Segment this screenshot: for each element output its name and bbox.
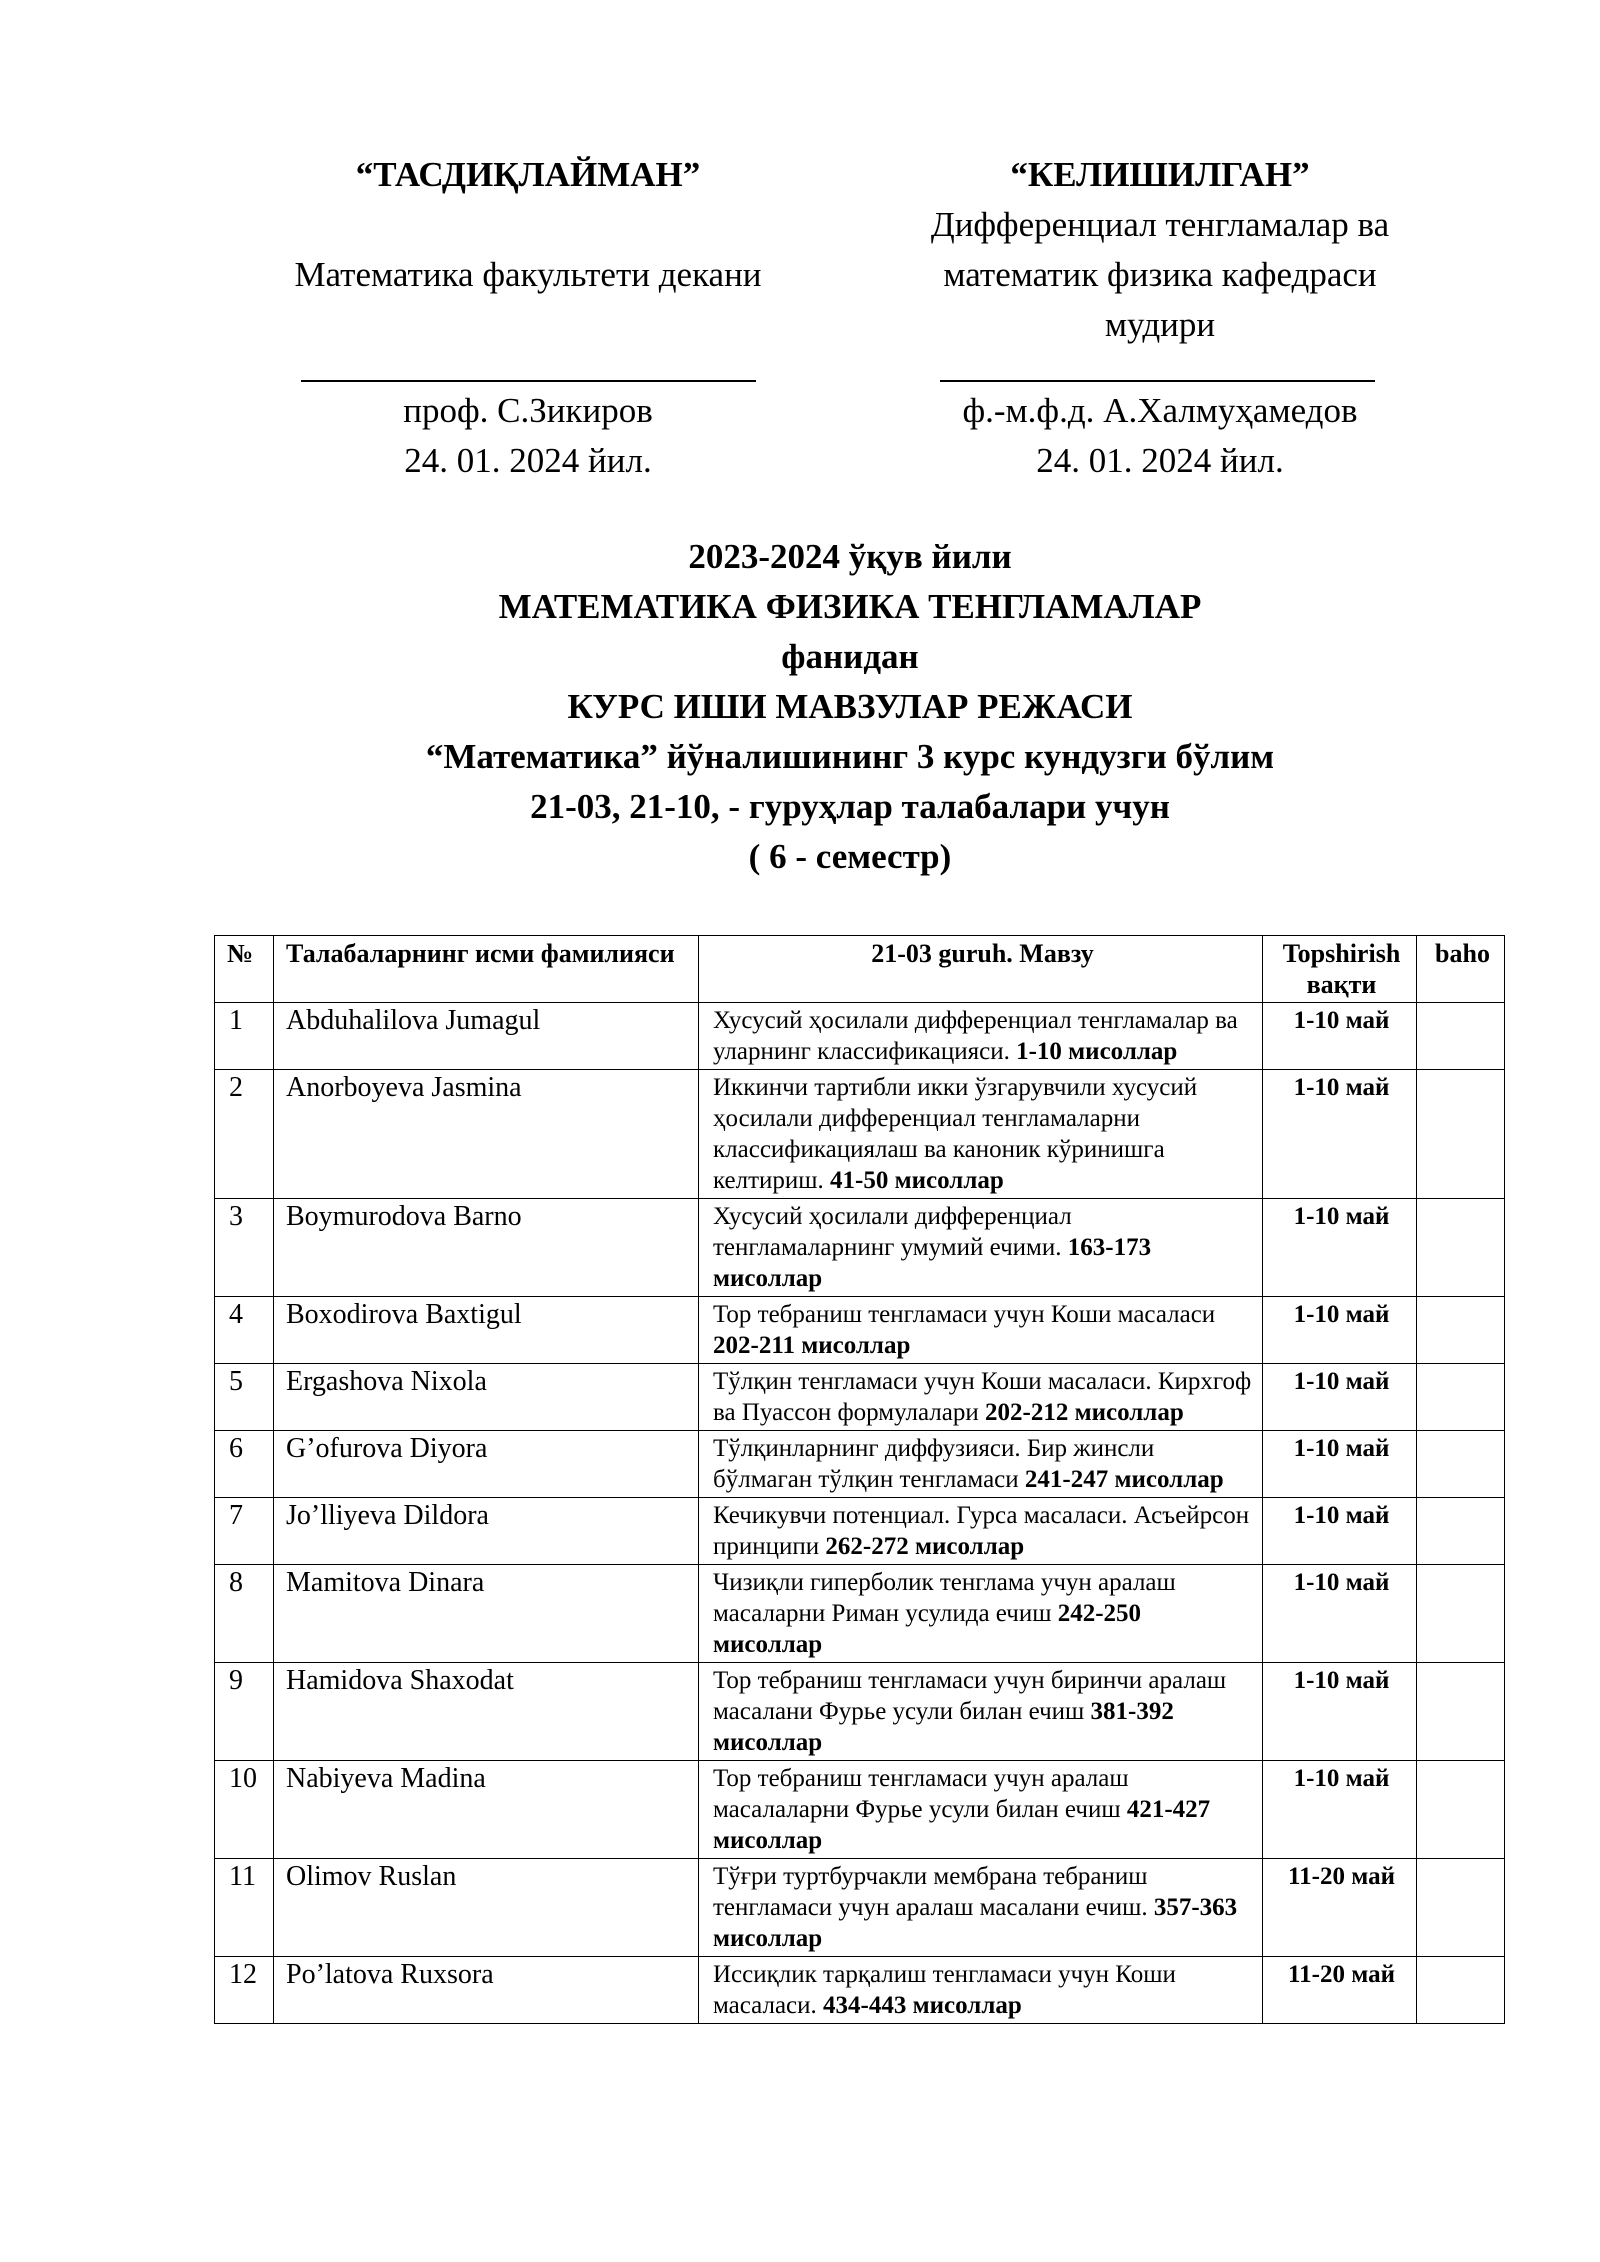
row-number: 5 xyxy=(215,1364,274,1431)
student-name: Nabiyeva Madina xyxy=(274,1761,699,1859)
student-name: G’ofurova Diyora xyxy=(274,1431,699,1498)
agreer-position-line2: математик физика кафедраси xyxy=(943,255,1377,294)
student-name: Anorboyeva Jasmina xyxy=(274,1070,699,1199)
topic-text: Тор тебраниш тенгламаси учун биринчи аралаш масалани Фурье усули билан ечиш xyxy=(713,1667,1227,1725)
topic-text: Хусусий ҳосилали дифференциал тенгламалар ва уларнинг классификацияси. xyxy=(713,1007,1238,1065)
row-number: 12 xyxy=(215,1957,274,2024)
approver-name: проф. С.Зикиров xyxy=(403,391,653,430)
agreer-name: ф.-м.ф.д. А.Халмуҳамедов xyxy=(962,391,1358,430)
exercises-range: 434-443 мисоллар xyxy=(823,1992,1022,2019)
deadline: 11-20 май xyxy=(1263,1859,1417,1957)
table-row xyxy=(215,1297,1505,1364)
student-name: Jo’lliyeva Dildora xyxy=(274,1498,699,1565)
row-number: 2 xyxy=(215,1070,274,1199)
grade-cell xyxy=(1417,1859,1505,1957)
deadline: 1-10 май xyxy=(1263,1498,1417,1565)
grade-cell xyxy=(1417,1070,1505,1199)
topic-text: Тўлқинларнинг диффузияси. Бир жинсли бўлмаган тўлқин тенгламаси xyxy=(713,1435,1155,1493)
header-student-name: Талабаларнинг исми фамилияси xyxy=(274,936,699,1003)
student-name: Boymurodova Barno xyxy=(274,1199,699,1297)
topic-cell xyxy=(699,1761,1263,1859)
agreement-heading: “КЕЛИШИЛГАН” xyxy=(1010,155,1310,194)
grade-cell xyxy=(1417,1199,1505,1297)
deadline: 1-10 май xyxy=(1263,1364,1417,1431)
row-number: 9 xyxy=(215,1663,274,1761)
exercises-range: 242-250 мисоллар xyxy=(713,1600,1142,1658)
exercises-range: 421-427 мисоллар xyxy=(713,1796,1211,1854)
agreement-date: 24. 01. 2024 йил. xyxy=(1036,441,1284,480)
header-grade: baho xyxy=(1417,936,1505,1003)
row-number: 1 xyxy=(215,1003,274,1070)
topic-text: Тўлқин тенгламаси учун Коши масаласи. Кирхгоф ва Пуассон формулалари xyxy=(713,1368,1252,1426)
topic-cell xyxy=(699,1957,1263,2024)
agreer-position-line1: Дифференциал тенгламалар ва xyxy=(930,205,1390,244)
approver-position: Математика факультети декани xyxy=(294,255,762,294)
deadline: 1-10 май xyxy=(1263,1297,1417,1364)
student-name: Abduhalilova Jumagul xyxy=(274,1003,699,1070)
table-row xyxy=(215,1199,1505,1297)
header-deadline: Topshirish вақти xyxy=(1263,936,1417,1003)
grade-cell xyxy=(1417,1663,1505,1761)
row-number: 4 xyxy=(215,1297,274,1364)
topic-cell xyxy=(699,1663,1263,1761)
topic-text: Тор тебраниш тенгламаси учун Коши масаласи xyxy=(713,1301,1216,1328)
table-row xyxy=(215,1070,1505,1199)
grade-cell xyxy=(1417,1364,1505,1431)
table-row xyxy=(215,1663,1505,1761)
topic-cell xyxy=(699,1859,1263,1957)
topic-cell xyxy=(699,1199,1263,1297)
approval-block-dean xyxy=(268,150,788,486)
table-row xyxy=(215,1431,1505,1498)
table-row xyxy=(215,1859,1505,1957)
approval-date: 24. 01. 2024 йил. xyxy=(404,441,652,480)
deadline: 1-10 май xyxy=(1263,1070,1417,1199)
exercises-range: 202-212 мисоллар xyxy=(985,1399,1184,1426)
grade-cell xyxy=(1417,1431,1505,1498)
deadline: 1-10 май xyxy=(1263,1761,1417,1859)
signature-line xyxy=(268,350,788,386)
subject-suffix: фанидан xyxy=(781,637,919,676)
signature-line xyxy=(900,350,1420,386)
grade-cell xyxy=(1417,1565,1505,1663)
approval-block-department xyxy=(900,150,1420,486)
grade-cell xyxy=(1417,1761,1505,1859)
topic-text: Кечикувчи потенциал. Гурса масаласи. Асъейрсон принципи xyxy=(713,1502,1250,1560)
academic-year: 2023-2024 ўқув йили xyxy=(688,537,1012,576)
table-row xyxy=(215,1003,1505,1070)
approval-heading: “ТАСДИҚЛАЙМАН” xyxy=(355,155,701,194)
deadline: 1-10 май xyxy=(1263,1199,1417,1297)
row-number: 11 xyxy=(215,1859,274,1957)
table-row xyxy=(215,1761,1505,1859)
student-name: Hamidova Shaxodat xyxy=(274,1663,699,1761)
row-number: 7 xyxy=(215,1498,274,1565)
subject-name: МАТЕМАТИКА ФИЗИКА ТЕНГЛАМАЛАР xyxy=(498,587,1202,626)
row-number: 10 xyxy=(215,1761,274,1859)
deadline: 1-10 май xyxy=(1263,1663,1417,1761)
topic-text: Чизиқли гиперболик тенглама учун аралаш масаларни Риман усулида ечиш xyxy=(713,1569,1176,1627)
topic-cell xyxy=(699,1565,1263,1663)
row-number: 6 xyxy=(215,1431,274,1498)
topic-text: Тўғри туртбурчакли мембрана тебраниш тенгламаси учун аралаш масалани ечиш. xyxy=(713,1863,1148,1921)
deadline: 1-10 май xyxy=(1263,1003,1417,1070)
table-row xyxy=(215,1364,1505,1431)
exercises-range: 163-173 мисоллар xyxy=(713,1234,1152,1292)
exercises-range: 202-211 мисоллар xyxy=(713,1332,911,1359)
topic-cell xyxy=(699,1498,1263,1565)
table-header-row xyxy=(215,936,1505,1003)
topic-text: Иккинчи тартибли икки ўзгарувчили хусусий ҳосилали дифференциал тенгламаларни классификациялаш ва каноник кўринишга келтириш. xyxy=(713,1074,1198,1194)
topic-text: Иссиқлик тарқалиш тенгламаси учун Коши масаласи. xyxy=(713,1961,1176,2019)
grade-cell xyxy=(1417,1003,1505,1070)
groups-line: 21-03, 21-10, - гуруҳлар талабалари учун xyxy=(530,787,1170,826)
grade-cell xyxy=(1417,1297,1505,1364)
deadline: 11-20 май xyxy=(1263,1957,1417,2024)
student-name: Ergashova Nixola xyxy=(274,1364,699,1431)
topic-cell xyxy=(699,1431,1263,1498)
document-title xyxy=(300,532,1400,882)
topic-text: Тор тебраниш тенгламаси учун аралаш масалаларни Фурье усули билан ечиш xyxy=(713,1765,1129,1823)
exercises-range: 241-247 мисоллар xyxy=(1024,1466,1224,1493)
table-row xyxy=(215,1957,1505,2024)
topic-cell xyxy=(699,1364,1263,1431)
row-number: 3 xyxy=(215,1199,274,1297)
student-name: Boxodirova Baxtigul xyxy=(274,1297,699,1364)
topic-cell xyxy=(699,1070,1263,1199)
header-number: № xyxy=(215,936,274,1003)
exercises-range: 357-363 мисоллар xyxy=(713,1894,1238,1952)
grade-cell xyxy=(1417,1957,1505,2024)
table-row xyxy=(215,1498,1505,1565)
student-name: Mamitova Dinara xyxy=(274,1565,699,1663)
program-line: “Математика” йўналишининг 3 курс кундузги бўлим xyxy=(425,737,1275,776)
semester-line: ( 6 - семестр) xyxy=(748,837,952,876)
deadline: 1-10 май xyxy=(1263,1565,1417,1663)
topic-cell xyxy=(699,1297,1263,1364)
student-name: Po’latova Ruxsora xyxy=(274,1957,699,2024)
exercises-range: 262-272 мисоллар xyxy=(825,1533,1025,1560)
topics-table xyxy=(214,935,1505,2024)
table-row xyxy=(215,1565,1505,1663)
topic-cell xyxy=(699,1003,1263,1070)
exercises-range: 1-10 мисоллар xyxy=(1016,1038,1178,1065)
student-name: Olimov Ruslan xyxy=(274,1859,699,1957)
deadline: 1-10 май xyxy=(1263,1431,1417,1498)
agreer-position-line3: мудири xyxy=(1104,305,1216,344)
row-number: 8 xyxy=(215,1565,274,1663)
exercises-range: 381-392 мисоллар xyxy=(713,1698,1174,1756)
topic-text: Хусусий ҳосилали дифференциал тенгламаларнинг умумий ечими. xyxy=(713,1203,1072,1261)
grade-cell xyxy=(1417,1498,1505,1565)
exercises-range: 41-50 мисоллар xyxy=(830,1167,1004,1194)
header-topic: 21-03 guruh. Мавзу xyxy=(699,936,1263,1003)
table-body xyxy=(215,1003,1505,2024)
plan-title: КУРС ИШИ МАВЗУЛАР РЕЖАСИ xyxy=(567,687,1133,726)
